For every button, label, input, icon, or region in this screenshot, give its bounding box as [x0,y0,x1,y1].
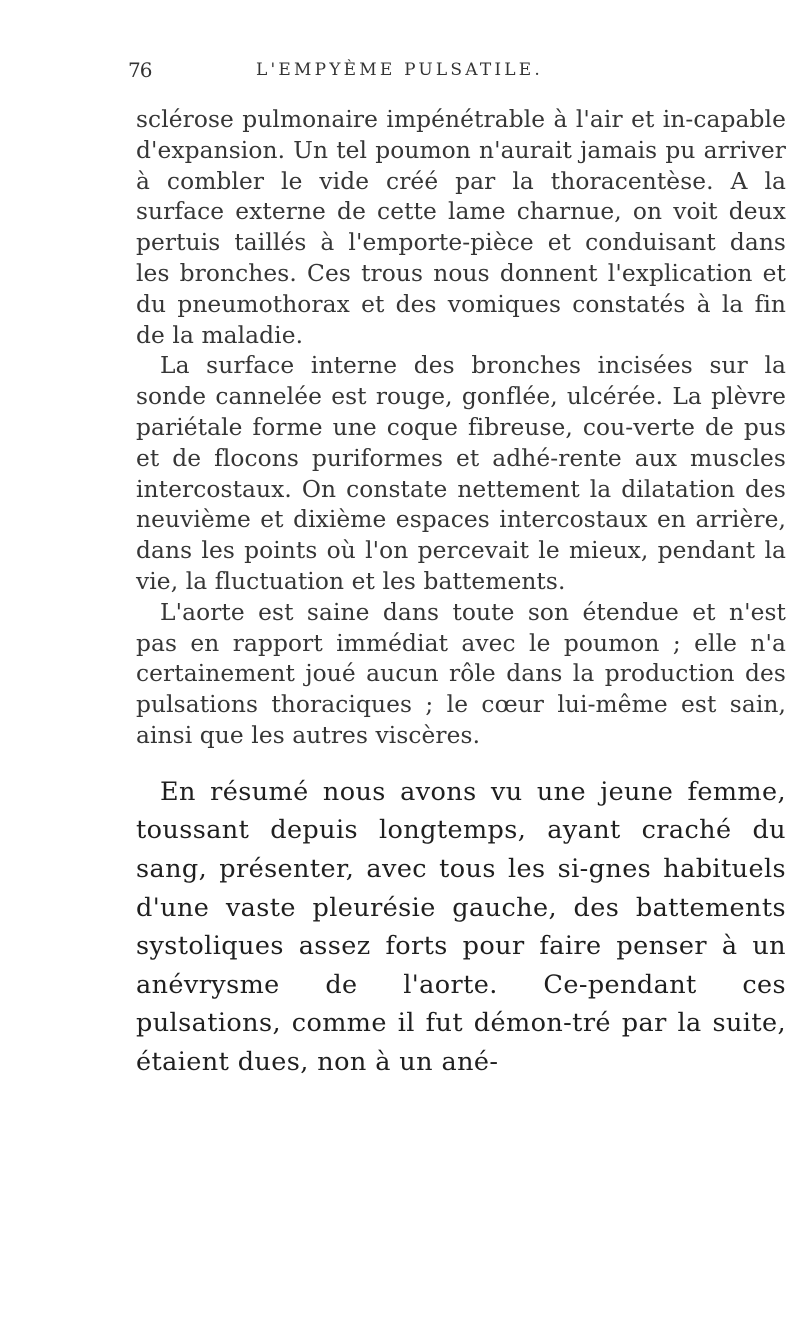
running-title: L'EMPYÈME PULSATILE. [256,60,543,80]
summary-section [136,773,786,1082]
paragraph-lung-sclerosis: sclérose pulmonaire impénétrable à l'air et in-capable d'expansion. Un tel poumon n'aurait jamais pu arriver à combler le vide créé par la thoracentèse. A la surface externe de cette lame charnue, on voit deux pertuis taillés à l'emporte-pièce et conduisant dans les bronches. Ces trous nous donnent l'explication et du pneumothorax et des vomiques constatés à la fin de la maladie. [136,106,786,349]
paragraph-bronchi-pleura: La surface interne des bronches incisées sur la sonde cannelée est rouge, gonflée, ulcérée. La plèvre pariétale forme une coque fibreuse, cou-verte de pus et de flocons puriformes et adhé-rente aux muscles intercostaux. On constate nettement la dilatation des neuvième et dixième espaces intercostaux en arrière, dans les points où l'on percevait le mieux, pendant la vie, la fluctuation et les battements. [136,352,786,595]
paragraph-aorta: L'aorte est saine dans toute son étendue et n'est pas en rapport immédiat avec le poumon ; elle n'a certainement joué aucun rôle dans la production des pulsations thoraciques ; le cœur lui-même est sain, ainsi que les autres viscères. [136,598,786,749]
page-number: 76 [128,58,152,82]
paragraph-summary: En résumé nous avons vu une jeune femme, toussant depuis longtemps, ayant craché du sang, présenter, avec tous les si-gnes habituels d'une vaste pleurésie gauche, des battements systoliques assez forts pour faire penser à un anévrysme de l'aorte. Ce-pendant ces pulsations, comme il fut démon-tré par la suite, étaient dues, non à un ané- [136,776,786,1077]
autopsy-section [136,105,786,752]
running-head [128,58,792,88]
body-text [136,105,786,1081]
